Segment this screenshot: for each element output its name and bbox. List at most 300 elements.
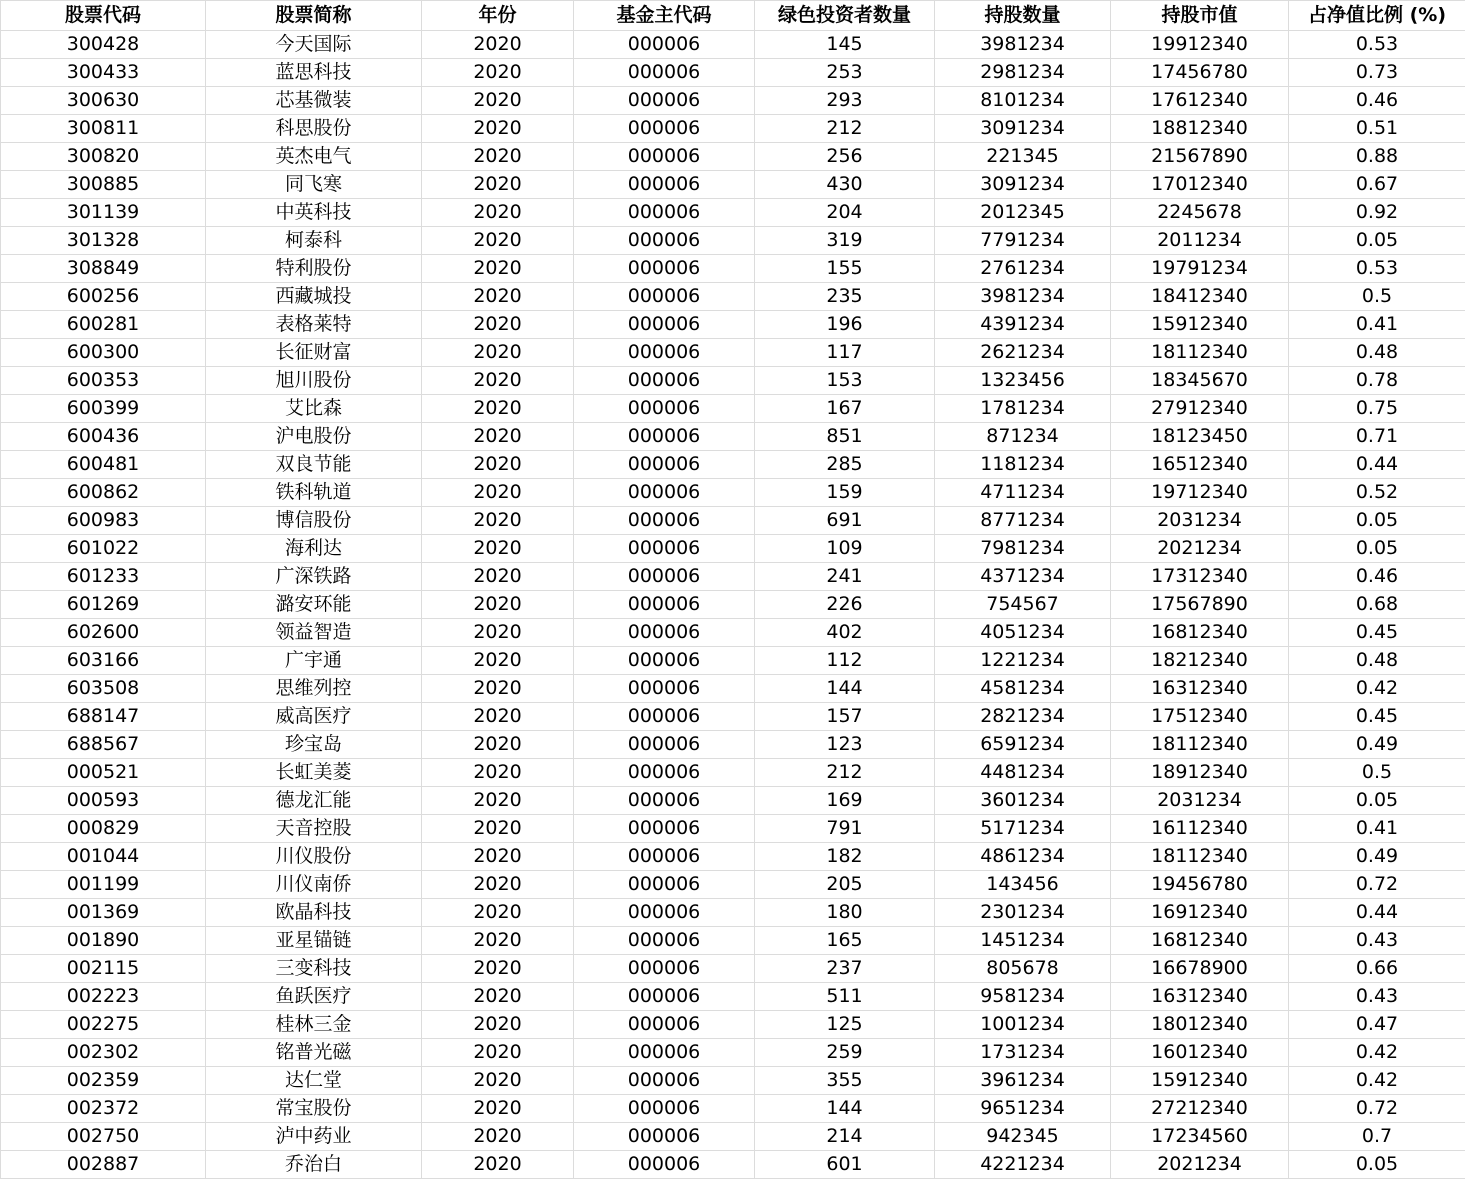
year-cell[interactable]: 2020 [422,535,574,563]
year-cell[interactable]: 2020 [422,1011,574,1039]
green-investor-count-cell[interactable]: 226 [755,591,935,619]
fund-code-cell[interactable]: 000006 [574,731,755,759]
stock-code-cell[interactable]: 300433 [1,59,206,87]
fund-code-cell[interactable]: 000006 [574,227,755,255]
table-row[interactable] [1,619,1465,647]
green-investor-count-cell[interactable]: 851 [755,423,935,451]
year-cell[interactable]: 2020 [422,703,574,731]
market-value-cell[interactable]: 19712340 [1111,479,1289,507]
market-value-cell[interactable]: 18112340 [1111,843,1289,871]
shares-held-cell[interactable]: 4581234 [935,675,1111,703]
net-value-ratio-cell[interactable]: 0.48 [1289,647,1465,675]
shares-held-cell[interactable]: 8771234 [935,507,1111,535]
green-investor-count-cell[interactable]: 182 [755,843,935,871]
shares-held-cell[interactable]: 4861234 [935,843,1111,871]
shares-held-cell[interactable]: 871234 [935,423,1111,451]
table-row[interactable] [1,983,1465,1011]
market-value-cell[interactable]: 15912340 [1111,1067,1289,1095]
stock-code-cell[interactable]: 000593 [1,787,206,815]
fund-code-cell[interactable]: 000006 [574,1095,755,1123]
year-cell[interactable]: 2020 [422,479,574,507]
fund-code-cell[interactable]: 000006 [574,591,755,619]
column-header-fund-code[interactable]: 基金主代码 [574,1,755,31]
shares-held-cell[interactable]: 2012345 [935,199,1111,227]
net-value-ratio-cell[interactable]: 0.49 [1289,843,1465,871]
stock-code-cell[interactable]: 002115 [1,955,206,983]
stock-code-cell[interactable]: 301328 [1,227,206,255]
green-investor-count-cell[interactable]: 319 [755,227,935,255]
net-value-ratio-cell[interactable]: 0.46 [1289,87,1465,115]
green-investor-count-cell[interactable]: 125 [755,1011,935,1039]
net-value-ratio-cell[interactable]: 0.7 [1289,1123,1465,1151]
market-value-cell[interactable]: 15912340 [1111,311,1289,339]
year-cell[interactable]: 2020 [422,311,574,339]
market-value-cell[interactable]: 2011234 [1111,227,1289,255]
green-investor-count-cell[interactable]: 256 [755,143,935,171]
green-investor-count-cell[interactable]: 169 [755,787,935,815]
market-value-cell[interactable]: 21567890 [1111,143,1289,171]
fund-code-cell[interactable]: 000006 [574,955,755,983]
green-investor-count-cell[interactable]: 253 [755,59,935,87]
shares-held-cell[interactable]: 3981234 [935,283,1111,311]
stock-name-cell[interactable]: 铁科轨道 [206,479,422,507]
fund-code-cell[interactable]: 000006 [574,339,755,367]
net-value-ratio-cell[interactable]: 0.42 [1289,675,1465,703]
stock-code-cell[interactable]: 600281 [1,311,206,339]
table-row[interactable] [1,1067,1465,1095]
stock-name-cell[interactable]: 艾比森 [206,395,422,423]
table-row[interactable] [1,731,1465,759]
net-value-ratio-cell[interactable]: 0.42 [1289,1039,1465,1067]
market-value-cell[interactable]: 18112340 [1111,339,1289,367]
stock-code-cell[interactable]: 603166 [1,647,206,675]
table-row[interactable] [1,647,1465,675]
stock-code-cell[interactable]: 600436 [1,423,206,451]
table-row[interactable] [1,171,1465,199]
stock-name-cell[interactable]: 蓝思科技 [206,59,422,87]
table-row[interactable] [1,143,1465,171]
stock-code-cell[interactable]: 688147 [1,703,206,731]
table-row[interactable] [1,115,1465,143]
stock-name-cell[interactable]: 领益智造 [206,619,422,647]
year-cell[interactable]: 2020 [422,843,574,871]
stock-name-cell[interactable]: 长虹美菱 [206,759,422,787]
shares-held-cell[interactable]: 5171234 [935,815,1111,843]
year-cell[interactable]: 2020 [422,1039,574,1067]
green-investor-count-cell[interactable]: 204 [755,199,935,227]
stock-code-cell[interactable]: 002302 [1,1039,206,1067]
net-value-ratio-cell[interactable]: 0.72 [1289,1095,1465,1123]
stock-name-cell[interactable]: 海利达 [206,535,422,563]
stock-name-cell[interactable]: 鱼跃医疗 [206,983,422,1011]
green-investor-count-cell[interactable]: 212 [755,115,935,143]
year-cell[interactable]: 2020 [422,507,574,535]
net-value-ratio-cell[interactable]: 0.47 [1289,1011,1465,1039]
net-value-ratio-cell[interactable]: 0.48 [1289,339,1465,367]
year-cell[interactable]: 2020 [422,815,574,843]
table-row[interactable] [1,759,1465,787]
fund-code-cell[interactable]: 000006 [574,563,755,591]
table-row[interactable] [1,843,1465,871]
table-row[interactable] [1,283,1465,311]
stock-name-cell[interactable]: 乔治白 [206,1151,422,1179]
green-investor-count-cell[interactable]: 155 [755,255,935,283]
fund-code-cell[interactable]: 000006 [574,255,755,283]
stock-code-cell[interactable]: 002275 [1,1011,206,1039]
stock-name-cell[interactable]: 柯泰科 [206,227,422,255]
stock-code-cell[interactable]: 000829 [1,815,206,843]
shares-held-cell[interactable]: 2621234 [935,339,1111,367]
net-value-ratio-cell[interactable]: 0.43 [1289,927,1465,955]
stock-code-cell[interactable]: 600399 [1,395,206,423]
year-cell[interactable]: 2020 [422,1151,574,1179]
market-value-cell[interactable]: 2031234 [1111,787,1289,815]
stock-code-cell[interactable]: 301139 [1,199,206,227]
stock-code-cell[interactable]: 001044 [1,843,206,871]
fund-code-cell[interactable]: 000006 [574,31,755,59]
column-header-green-investor-count[interactable]: 绿色投资者数量 [755,1,935,31]
year-cell[interactable]: 2020 [422,451,574,479]
net-value-ratio-cell[interactable]: 0.92 [1289,199,1465,227]
stock-code-cell[interactable]: 600300 [1,339,206,367]
stock-code-cell[interactable]: 308849 [1,255,206,283]
shares-held-cell[interactable]: 2821234 [935,703,1111,731]
green-investor-count-cell[interactable]: 237 [755,955,935,983]
stock-name-cell[interactable]: 三变科技 [206,955,422,983]
market-value-cell[interactable]: 16312340 [1111,983,1289,1011]
green-investor-count-cell[interactable]: 791 [755,815,935,843]
market-value-cell[interactable]: 2031234 [1111,507,1289,535]
market-value-cell[interactable]: 18912340 [1111,759,1289,787]
green-investor-count-cell[interactable]: 511 [755,983,935,1011]
fund-code-cell[interactable]: 000006 [574,1039,755,1067]
fund-code-cell[interactable]: 000006 [574,675,755,703]
net-value-ratio-cell[interactable]: 0.49 [1289,731,1465,759]
net-value-ratio-cell[interactable]: 0.45 [1289,703,1465,731]
fund-code-cell[interactable]: 000006 [574,647,755,675]
fund-code-cell[interactable]: 000006 [574,843,755,871]
green-investor-count-cell[interactable]: 123 [755,731,935,759]
net-value-ratio-cell[interactable]: 0.43 [1289,983,1465,1011]
fund-code-cell[interactable]: 000006 [574,367,755,395]
net-value-ratio-cell[interactable]: 0.52 [1289,479,1465,507]
fund-code-cell[interactable]: 000006 [574,479,755,507]
net-value-ratio-cell[interactable]: 0.5 [1289,283,1465,311]
year-cell[interactable]: 2020 [422,899,574,927]
net-value-ratio-cell[interactable]: 0.75 [1289,395,1465,423]
table-row[interactable] [1,871,1465,899]
stock-code-cell[interactable]: 603508 [1,675,206,703]
year-cell[interactable]: 2020 [422,675,574,703]
table-row[interactable] [1,507,1465,535]
stock-code-cell[interactable]: 300811 [1,115,206,143]
shares-held-cell[interactable]: 3961234 [935,1067,1111,1095]
net-value-ratio-cell[interactable]: 0.41 [1289,815,1465,843]
stock-name-cell[interactable]: 广宇通 [206,647,422,675]
stock-name-cell[interactable]: 今天国际 [206,31,422,59]
year-cell[interactable]: 2020 [422,731,574,759]
stock-code-cell[interactable]: 000521 [1,759,206,787]
net-value-ratio-cell[interactable]: 0.44 [1289,451,1465,479]
fund-code-cell[interactable]: 000006 [574,815,755,843]
fund-code-cell[interactable]: 000006 [574,983,755,1011]
stock-code-cell[interactable]: 002372 [1,1095,206,1123]
table-row[interactable] [1,451,1465,479]
year-cell[interactable]: 2020 [422,619,574,647]
column-header-year[interactable]: 年份 [422,1,574,31]
shares-held-cell[interactable]: 9651234 [935,1095,1111,1123]
market-value-cell[interactable]: 16312340 [1111,675,1289,703]
stock-code-cell[interactable]: 300428 [1,31,206,59]
year-cell[interactable]: 2020 [422,31,574,59]
green-investor-count-cell[interactable]: 205 [755,871,935,899]
net-value-ratio-cell[interactable]: 0.51 [1289,115,1465,143]
year-cell[interactable]: 2020 [422,87,574,115]
market-value-cell[interactable]: 2021234 [1111,535,1289,563]
stock-name-cell[interactable]: 特利股份 [206,255,422,283]
stock-name-cell[interactable]: 达仁堂 [206,1067,422,1095]
year-cell[interactable]: 2020 [422,787,574,815]
table-row[interactable] [1,815,1465,843]
stock-name-cell[interactable]: 思维列控 [206,675,422,703]
green-investor-count-cell[interactable]: 214 [755,1123,935,1151]
stock-name-cell[interactable]: 川仪股份 [206,843,422,871]
market-value-cell[interactable]: 17456780 [1111,59,1289,87]
shares-held-cell[interactable]: 1181234 [935,451,1111,479]
shares-held-cell[interactable]: 4481234 [935,759,1111,787]
stock-name-cell[interactable]: 川仪南侨 [206,871,422,899]
year-cell[interactable]: 2020 [422,983,574,1011]
stock-name-cell[interactable]: 长征财富 [206,339,422,367]
table-row[interactable] [1,87,1465,115]
net-value-ratio-cell[interactable]: 0.42 [1289,1067,1465,1095]
net-value-ratio-cell[interactable]: 0.71 [1289,423,1465,451]
fund-code-cell[interactable]: 000006 [574,703,755,731]
stock-code-cell[interactable]: 600862 [1,479,206,507]
stock-code-cell[interactable]: 601022 [1,535,206,563]
stock-name-cell[interactable]: 泸中药业 [206,1123,422,1151]
table-row[interactable] [1,199,1465,227]
stock-name-cell[interactable]: 同飞寒 [206,171,422,199]
green-investor-count-cell[interactable]: 180 [755,899,935,927]
net-value-ratio-cell[interactable]: 0.44 [1289,899,1465,927]
fund-code-cell[interactable]: 000006 [574,871,755,899]
shares-held-cell[interactable]: 7791234 [935,227,1111,255]
market-value-cell[interactable]: 16812340 [1111,927,1289,955]
stock-code-cell[interactable]: 600481 [1,451,206,479]
year-cell[interactable]: 2020 [422,1095,574,1123]
green-investor-count-cell[interactable]: 144 [755,675,935,703]
shares-held-cell[interactable]: 6591234 [935,731,1111,759]
net-value-ratio-cell[interactable]: 0.72 [1289,871,1465,899]
fund-code-cell[interactable]: 000006 [574,115,755,143]
shares-held-cell[interactable]: 1451234 [935,927,1111,955]
green-investor-count-cell[interactable]: 157 [755,703,935,731]
fund-code-cell[interactable]: 000006 [574,395,755,423]
net-value-ratio-cell[interactable]: 0.05 [1289,535,1465,563]
year-cell[interactable]: 2020 [422,871,574,899]
shares-held-cell[interactable]: 1731234 [935,1039,1111,1067]
market-value-cell[interactable]: 17012340 [1111,171,1289,199]
market-value-cell[interactable]: 16012340 [1111,1039,1289,1067]
shares-held-cell[interactable]: 4711234 [935,479,1111,507]
year-cell[interactable]: 2020 [422,759,574,787]
stock-code-cell[interactable]: 602600 [1,619,206,647]
table-row[interactable] [1,311,1465,339]
fund-code-cell[interactable]: 000006 [574,423,755,451]
stock-code-cell[interactable]: 300630 [1,87,206,115]
shares-held-cell[interactable]: 8101234 [935,87,1111,115]
shares-held-cell[interactable]: 3091234 [935,115,1111,143]
green-investor-count-cell[interactable]: 112 [755,647,935,675]
fund-code-cell[interactable]: 000006 [574,59,755,87]
stock-name-cell[interactable]: 铭普光磁 [206,1039,422,1067]
shares-held-cell[interactable]: 4221234 [935,1151,1111,1179]
fund-code-cell[interactable]: 000006 [574,451,755,479]
green-investor-count-cell[interactable]: 402 [755,619,935,647]
shares-held-cell[interactable]: 3601234 [935,787,1111,815]
stock-code-cell[interactable]: 002359 [1,1067,206,1095]
fund-code-cell[interactable]: 000006 [574,283,755,311]
net-value-ratio-cell[interactable]: 0.68 [1289,591,1465,619]
net-value-ratio-cell[interactable]: 0.67 [1289,171,1465,199]
table-row[interactable] [1,395,1465,423]
stock-name-cell[interactable]: 潞安环能 [206,591,422,619]
shares-held-cell[interactable]: 4051234 [935,619,1111,647]
stock-name-cell[interactable]: 威高医疗 [206,703,422,731]
green-investor-count-cell[interactable]: 159 [755,479,935,507]
table-row[interactable] [1,927,1465,955]
stock-code-cell[interactable]: 601233 [1,563,206,591]
year-cell[interactable]: 2020 [422,423,574,451]
stock-name-cell[interactable]: 珍宝岛 [206,731,422,759]
market-value-cell[interactable]: 19456780 [1111,871,1289,899]
table-row[interactable] [1,1123,1465,1151]
year-cell[interactable]: 2020 [422,339,574,367]
stock-name-cell[interactable]: 广深铁路 [206,563,422,591]
stock-name-cell[interactable]: 表格莱特 [206,311,422,339]
year-cell[interactable]: 2020 [422,927,574,955]
market-value-cell[interactable]: 2245678 [1111,199,1289,227]
green-investor-count-cell[interactable]: 293 [755,87,935,115]
green-investor-count-cell[interactable]: 117 [755,339,935,367]
fund-code-cell[interactable]: 000006 [574,1011,755,1039]
year-cell[interactable]: 2020 [422,115,574,143]
green-investor-count-cell[interactable]: 235 [755,283,935,311]
stock-name-cell[interactable]: 欧晶科技 [206,899,422,927]
year-cell[interactable]: 2020 [422,395,574,423]
net-value-ratio-cell[interactable]: 0.66 [1289,955,1465,983]
market-value-cell[interactable]: 18123450 [1111,423,1289,451]
market-value-cell[interactable]: 18412340 [1111,283,1289,311]
market-value-cell[interactable]: 18212340 [1111,647,1289,675]
year-cell[interactable]: 2020 [422,255,574,283]
shares-held-cell[interactable]: 3981234 [935,31,1111,59]
green-investor-count-cell[interactable]: 355 [755,1067,935,1095]
green-investor-count-cell[interactable]: 285 [755,451,935,479]
column-header-stock-code[interactable]: 股票代码 [1,1,206,31]
stock-code-cell[interactable]: 600256 [1,283,206,311]
shares-held-cell[interactable]: 1221234 [935,647,1111,675]
shares-held-cell[interactable]: 143456 [935,871,1111,899]
column-header-net-value-ratio[interactable]: 占净值比例 (%) [1289,1,1465,31]
market-value-cell[interactable]: 19912340 [1111,31,1289,59]
table-row[interactable] [1,703,1465,731]
fund-code-cell[interactable]: 000006 [574,199,755,227]
year-cell[interactable]: 2020 [422,647,574,675]
stock-name-cell[interactable]: 双良节能 [206,451,422,479]
green-investor-count-cell[interactable]: 109 [755,535,935,563]
green-investor-count-cell[interactable]: 601 [755,1151,935,1179]
fund-code-cell[interactable]: 000006 [574,171,755,199]
net-value-ratio-cell[interactable]: 0.05 [1289,787,1465,815]
shares-held-cell[interactable]: 754567 [935,591,1111,619]
stock-code-cell[interactable]: 601269 [1,591,206,619]
year-cell[interactable]: 2020 [422,283,574,311]
net-value-ratio-cell[interactable]: 0.05 [1289,227,1465,255]
stock-name-cell[interactable]: 英杰电气 [206,143,422,171]
net-value-ratio-cell[interactable]: 0.41 [1289,311,1465,339]
stock-code-cell[interactable]: 002223 [1,983,206,1011]
green-investor-count-cell[interactable]: 167 [755,395,935,423]
shares-held-cell[interactable]: 9581234 [935,983,1111,1011]
stock-name-cell[interactable]: 天音控股 [206,815,422,843]
stock-name-cell[interactable]: 中英科技 [206,199,422,227]
stock-name-cell[interactable]: 旭川股份 [206,367,422,395]
green-investor-count-cell[interactable]: 259 [755,1039,935,1067]
green-investor-count-cell[interactable]: 165 [755,927,935,955]
market-value-cell[interactable]: 16812340 [1111,619,1289,647]
year-cell[interactable]: 2020 [422,563,574,591]
shares-held-cell[interactable]: 2301234 [935,899,1111,927]
year-cell[interactable]: 2020 [422,591,574,619]
table-row[interactable] [1,255,1465,283]
market-value-cell[interactable]: 16912340 [1111,899,1289,927]
fund-code-cell[interactable]: 000006 [574,927,755,955]
market-value-cell[interactable]: 27212340 [1111,1095,1289,1123]
stock-name-cell[interactable]: 西藏城投 [206,283,422,311]
green-investor-count-cell[interactable]: 196 [755,311,935,339]
stock-name-cell[interactable]: 沪电股份 [206,423,422,451]
table-row[interactable] [1,591,1465,619]
stock-code-cell[interactable]: 001890 [1,927,206,955]
stock-name-cell[interactable]: 博信股份 [206,507,422,535]
stock-code-cell[interactable]: 002750 [1,1123,206,1151]
net-value-ratio-cell[interactable]: 0.78 [1289,367,1465,395]
stock-name-cell[interactable]: 桂林三金 [206,1011,422,1039]
table-row[interactable] [1,899,1465,927]
market-value-cell[interactable]: 17567890 [1111,591,1289,619]
stock-code-cell[interactable]: 001199 [1,871,206,899]
column-header-shares-held[interactable]: 持股数量 [935,1,1111,31]
year-cell[interactable]: 2020 [422,171,574,199]
stock-name-cell[interactable]: 德龙汇能 [206,787,422,815]
year-cell[interactable]: 2020 [422,1067,574,1095]
market-value-cell[interactable]: 27912340 [1111,395,1289,423]
net-value-ratio-cell[interactable]: 0.53 [1289,31,1465,59]
shares-held-cell[interactable]: 1323456 [935,367,1111,395]
table-row[interactable] [1,31,1465,59]
shares-held-cell[interactable]: 805678 [935,955,1111,983]
market-value-cell[interactable]: 18812340 [1111,115,1289,143]
stock-code-cell[interactable]: 002887 [1,1151,206,1179]
fund-code-cell[interactable]: 000006 [574,1067,755,1095]
table-row[interactable] [1,955,1465,983]
market-value-cell[interactable]: 16678900 [1111,955,1289,983]
shares-held-cell[interactable]: 4391234 [935,311,1111,339]
market-value-cell[interactable]: 18012340 [1111,1011,1289,1039]
market-value-cell[interactable]: 19791234 [1111,255,1289,283]
